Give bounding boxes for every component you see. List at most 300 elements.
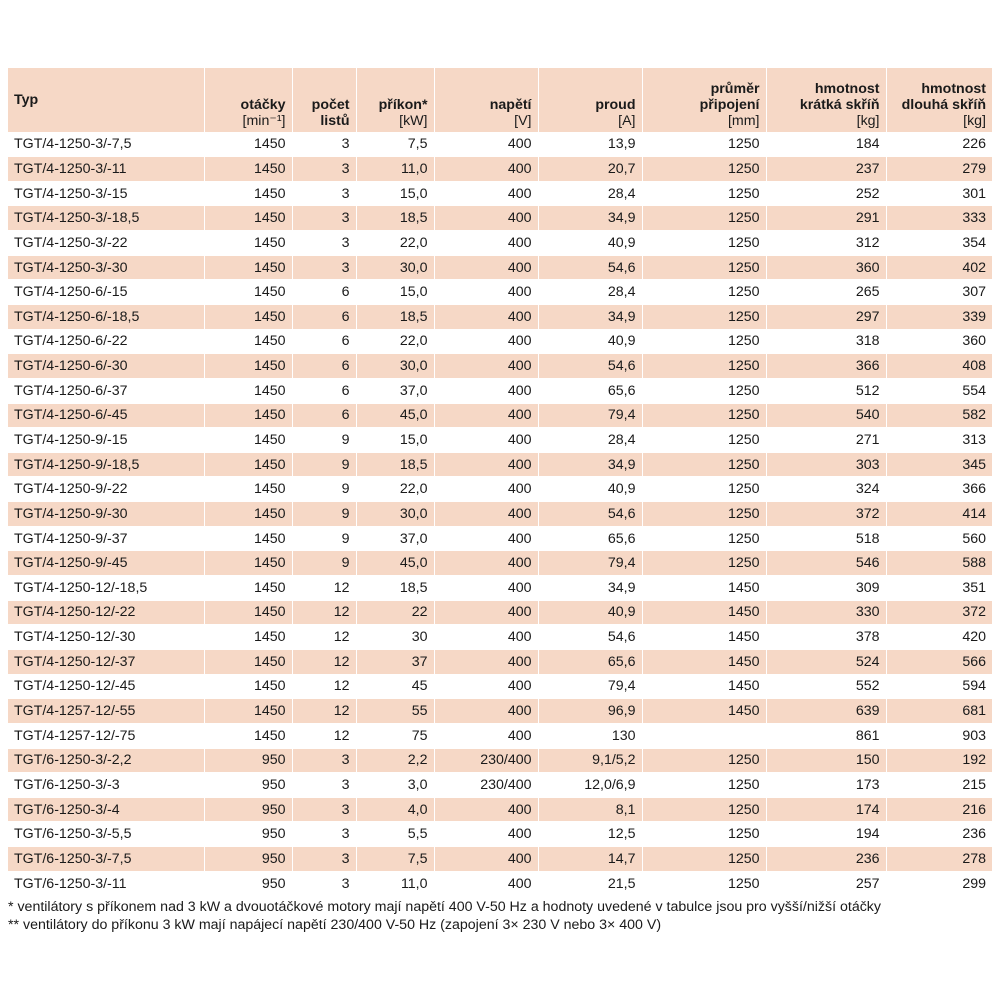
cell-type: TGT/4-1250-9/-15 [8, 428, 204, 453]
cell-weight-long-case: 903 [962, 727, 986, 744]
cell-weight-short-case: 372 [766, 502, 886, 527]
cell-weight-long-case: 582 [962, 407, 986, 424]
cell-connection-diameter: 1250 [642, 797, 766, 822]
cell-power: 45,0 [356, 403, 434, 428]
header-label: proud [595, 96, 636, 113]
cell-blade-count: 9 [292, 502, 356, 527]
cell-connection-diameter: 1250 [642, 157, 766, 182]
cell-current: 54,6 [538, 625, 642, 650]
header-label: připojení [699, 96, 760, 113]
cell-weight-short-case: 312 [766, 231, 886, 256]
header-unit: [min⁻¹] [242, 112, 286, 129]
header-connection-diameter [642, 68, 766, 132]
cell-weight-short-case: 237 [766, 157, 886, 182]
cell-weight-long-case: 215 [962, 776, 986, 793]
table-row [8, 797, 992, 822]
header-speed [204, 68, 292, 132]
cell-speed: 1450 [204, 625, 292, 650]
cell-weight-short-case: 366 [766, 354, 886, 379]
cell-current: 79,4 [538, 674, 642, 699]
cell-weight-long-case: 366 [962, 481, 986, 498]
cell-speed: 1450 [204, 502, 292, 527]
table-row [8, 649, 992, 674]
cell-weight-long-case: 594 [962, 678, 986, 695]
cell-current: 34,9 [538, 452, 642, 477]
cell-power: 11,0 [356, 157, 434, 182]
cell-connection-diameter: 1250 [642, 132, 766, 157]
cell-type: TGT/4-1257-12/-55 [8, 699, 204, 724]
cell-type: TGT/4-1250-3/-22 [8, 231, 204, 256]
cell-voltage: 400 [434, 477, 538, 502]
cell-weight-long-case: 307 [962, 284, 986, 301]
table-row [8, 157, 992, 182]
cell-voltage: 400 [434, 132, 538, 157]
cell-connection-diameter: 1250 [642, 847, 766, 872]
cell-speed: 950 [204, 871, 292, 896]
table-row [8, 526, 992, 551]
cell-blade-count: 3 [292, 773, 356, 798]
cell-speed: 950 [204, 773, 292, 798]
cell-current: 65,6 [538, 378, 642, 403]
cell-blade-count: 12 [292, 649, 356, 674]
cell-power: 18,5 [356, 206, 434, 231]
cell-voltage: 400 [434, 600, 538, 625]
cell-speed: 1450 [204, 403, 292, 428]
cell-type: TGT/4-1250-6/-45 [8, 403, 204, 428]
table-row [8, 674, 992, 699]
cell-connection-diameter: 1250 [642, 748, 766, 773]
cell-blade-count: 12 [292, 723, 356, 748]
cell-type: TGT/4-1250-6/-22 [8, 329, 204, 354]
cell-weight-short-case: 265 [766, 280, 886, 305]
cell-speed: 1450 [204, 526, 292, 551]
cell-current: 20,7 [538, 157, 642, 182]
cell-power: 37,0 [356, 378, 434, 403]
cell-weight-short-case: 174 [766, 797, 886, 822]
cell-speed: 1450 [204, 132, 292, 157]
cell-weight-short-case: 252 [766, 181, 886, 206]
cell-weight-short-case: 524 [766, 649, 886, 674]
table-row [8, 773, 992, 798]
cell-weight-long-case: 301 [962, 185, 986, 202]
cell-weight-long-case: 339 [962, 308, 986, 325]
table-row [8, 576, 992, 601]
cell-power: 45,0 [356, 551, 434, 576]
cell-weight-short-case: 318 [766, 329, 886, 354]
cell-weight-long-case: 354 [962, 234, 986, 251]
cell-weight-long-case: 408 [962, 358, 986, 375]
header-unit: [A] [618, 112, 636, 129]
cell-blade-count: 6 [292, 304, 356, 329]
cell-weight-long-case: 560 [962, 530, 986, 547]
cell-weight-short-case: 236 [766, 847, 886, 872]
header-weight-short-case [766, 68, 886, 132]
cell-connection-diameter: 1450 [642, 625, 766, 650]
cell-blade-count: 3 [292, 847, 356, 872]
cell-connection-diameter: 1250 [642, 329, 766, 354]
cell-speed: 1450 [204, 576, 292, 601]
cell-type: TGT/6-1250-3/-11 [8, 871, 204, 896]
cell-type: TGT/4-1250-6/-18,5 [8, 304, 204, 329]
cell-voltage: 400 [434, 871, 538, 896]
cell-power: 5,5 [356, 822, 434, 847]
cell-current: 79,4 [538, 403, 642, 428]
cell-voltage: 400 [434, 847, 538, 872]
cell-current: 96,9 [538, 699, 642, 724]
header-label: listů [320, 112, 350, 129]
table-row [8, 600, 992, 625]
header-label: otáčky [240, 96, 286, 113]
cell-weight-long-case: 236 [962, 826, 986, 843]
cell-voltage: 400 [434, 526, 538, 551]
cell-current: 40,9 [538, 477, 642, 502]
table-row [8, 502, 992, 527]
cell-current: 54,6 [538, 255, 642, 280]
table-row [8, 847, 992, 872]
cell-connection-diameter: 1250 [642, 526, 766, 551]
cell-weight-long-case: 372 [962, 604, 986, 621]
cell-type: TGT/4-1250-12/-30 [8, 625, 204, 650]
cell-current: 13,9 [538, 132, 642, 157]
cell-connection-diameter: 1250 [642, 822, 766, 847]
table-row [8, 132, 992, 157]
cell-power: 22,0 [356, 477, 434, 502]
table-row [8, 477, 992, 502]
cell-type: TGT/4-1250-9/-37 [8, 526, 204, 551]
table-row [8, 378, 992, 403]
cell-blade-count: 3 [292, 822, 356, 847]
cell-blade-count: 3 [292, 231, 356, 256]
table-row [8, 625, 992, 650]
cell-power: 75 [356, 723, 434, 748]
cell-speed: 1450 [204, 428, 292, 453]
cell-weight-short-case: 194 [766, 822, 886, 847]
header-unit: [mm] [727, 112, 760, 129]
cell-weight-long-case: 333 [962, 210, 986, 227]
cell-connection-diameter: 1250 [642, 502, 766, 527]
header-unit: [kW] [399, 112, 428, 129]
cell-speed: 1450 [204, 600, 292, 625]
cell-blade-count: 3 [292, 132, 356, 157]
cell-weight-long-case: 226 [962, 136, 986, 153]
table-row [8, 181, 992, 206]
cell-connection-diameter: 1250 [642, 477, 766, 502]
cell-weight-long-case: 345 [962, 456, 986, 473]
cell-blade-count: 6 [292, 329, 356, 354]
cell-voltage: 400 [434, 354, 538, 379]
cell-voltage: 400 [434, 822, 538, 847]
cell-speed: 950 [204, 822, 292, 847]
cell-current: 28,4 [538, 280, 642, 305]
cell-speed: 1450 [204, 354, 292, 379]
cell-blade-count: 3 [292, 748, 356, 773]
cell-blade-count: 3 [292, 157, 356, 182]
cell-voltage: 400 [434, 797, 538, 822]
cell-blade-count: 9 [292, 428, 356, 453]
cell-speed: 1450 [204, 231, 292, 256]
cell-weight-long-case: 360 [962, 333, 986, 350]
cell-voltage: 400 [434, 206, 538, 231]
cell-current: 65,6 [538, 649, 642, 674]
header-label: napětí [489, 96, 532, 113]
cell-voltage: 400 [434, 699, 538, 724]
cell-connection-diameter: 1450 [642, 699, 766, 724]
cell-power: 22 [356, 600, 434, 625]
cell-connection-diameter: 1250 [642, 773, 766, 798]
cell-power: 30,0 [356, 354, 434, 379]
cell-power: 55 [356, 699, 434, 724]
cell-power: 30,0 [356, 502, 434, 527]
cell-power: 18,5 [356, 304, 434, 329]
table-row [8, 403, 992, 428]
cell-current: 40,9 [538, 231, 642, 256]
cell-connection-diameter: 1250 [642, 354, 766, 379]
cell-blade-count: 9 [292, 477, 356, 502]
cell-type: TGT/4-1250-3/-18,5 [8, 206, 204, 231]
header-label: krátká skříň [799, 96, 880, 113]
cell-weight-short-case: 518 [766, 526, 886, 551]
cell-type: TGT/4-1250-6/-37 [8, 378, 204, 403]
cell-current: 130 [538, 723, 642, 748]
cell-speed: 950 [204, 847, 292, 872]
cell-current: 54,6 [538, 354, 642, 379]
cell-blade-count: 3 [292, 255, 356, 280]
header-weight-long-case [886, 68, 992, 132]
cell-power: 45 [356, 674, 434, 699]
header-unit: [V] [514, 112, 532, 129]
cell-type: TGT/4-1257-12/-75 [8, 723, 204, 748]
cell-voltage: 400 [434, 551, 538, 576]
cell-connection-diameter: 1450 [642, 600, 766, 625]
cell-speed: 1450 [204, 255, 292, 280]
cell-blade-count: 6 [292, 403, 356, 428]
cell-connection-diameter: 1250 [642, 452, 766, 477]
cell-voltage: 400 [434, 674, 538, 699]
cell-type: TGT/4-1250-9/-22 [8, 477, 204, 502]
cell-speed: 1450 [204, 157, 292, 182]
cell-power: 30,0 [356, 255, 434, 280]
cell-voltage: 400 [434, 255, 538, 280]
cell-connection-diameter: 1250 [642, 255, 766, 280]
cell-weight-long-case: 681 [962, 703, 986, 720]
cell-blade-count: 12 [292, 576, 356, 601]
table-body [8, 132, 992, 896]
table-row [8, 699, 992, 724]
cell-type: TGT/6-1250-3/-7,5 [8, 847, 204, 872]
cell-speed: 1450 [204, 329, 292, 354]
table-row [8, 329, 992, 354]
cell-weight-long-case: 192 [962, 752, 986, 769]
cell-current: 40,9 [538, 600, 642, 625]
header-row [8, 68, 992, 132]
cell-weight-short-case: 309 [766, 576, 886, 601]
cell-blade-count: 12 [292, 625, 356, 650]
cell-power: 3,0 [356, 773, 434, 798]
cell-weight-long-case: 554 [962, 382, 986, 399]
cell-current: 12,5 [538, 822, 642, 847]
cell-power: 22,0 [356, 231, 434, 256]
cell-current: 34,9 [538, 576, 642, 601]
cell-connection-diameter [642, 723, 766, 748]
cell-weight-long-case: 566 [962, 653, 986, 670]
table-row [8, 255, 992, 280]
cell-weight-short-case: 861 [766, 723, 886, 748]
cell-voltage: 400 [434, 157, 538, 182]
cell-weight-long-case: 351 [962, 579, 986, 596]
cell-type: TGT/6-1250-3/-5,5 [8, 822, 204, 847]
cell-speed: 1450 [204, 723, 292, 748]
footnote-supply-voltage: ** ventilátory do příkonu 3 kW mají napájecí napětí 230/400 V-50 Hz (zapojení 3× 230 V nebo 3× 400 V) [8, 916, 662, 933]
cell-speed: 1450 [204, 206, 292, 231]
cell-current: 8,1 [538, 797, 642, 822]
cell-weight-short-case: 546 [766, 551, 886, 576]
cell-voltage: 400 [434, 403, 538, 428]
cell-power: 15,0 [356, 181, 434, 206]
cell-blade-count: 6 [292, 280, 356, 305]
cell-speed: 1450 [204, 181, 292, 206]
cell-voltage: 230/400 [434, 773, 538, 798]
cell-type: TGT/4-1250-12/-18,5 [8, 576, 204, 601]
cell-weight-long-case: 588 [962, 555, 986, 572]
cell-connection-diameter: 1450 [642, 649, 766, 674]
header-label: hmotnost [814, 80, 880, 97]
cell-voltage: 400 [434, 649, 538, 674]
cell-connection-diameter: 1250 [642, 551, 766, 576]
cell-voltage: 400 [434, 502, 538, 527]
cell-weight-short-case: 257 [766, 871, 886, 896]
header-label: Typ [14, 91, 39, 108]
cell-power: 15,0 [356, 280, 434, 305]
cell-weight-short-case: 173 [766, 773, 886, 798]
header-unit: [kg] [963, 112, 986, 129]
cell-weight-short-case: 297 [766, 304, 886, 329]
cell-speed: 1450 [204, 551, 292, 576]
cell-type: TGT/4-1250-3/-7,5 [8, 132, 204, 157]
cell-speed: 1450 [204, 378, 292, 403]
cell-weight-short-case: 540 [766, 403, 886, 428]
cell-current: 54,6 [538, 502, 642, 527]
cell-speed: 1450 [204, 304, 292, 329]
cell-power: 18,5 [356, 576, 434, 601]
cell-weight-long-case: 299 [962, 875, 986, 892]
cell-current: 65,6 [538, 526, 642, 551]
cell-type: TGT/4-1250-9/-30 [8, 502, 204, 527]
header-unit: [kg] [856, 112, 880, 129]
footnote-power-voltage: * ventilátory s příkonem nad 3 kW a dvouotáčkové motory mají napětí 400 V-50 Hz a hodnoty uvedené v tabulce jsou pro vyšší/nižší otáčky [8, 898, 881, 915]
cell-blade-count: 12 [292, 600, 356, 625]
cell-power: 4,0 [356, 797, 434, 822]
cell-type: TGT/6-1250-3/-4 [8, 797, 204, 822]
cell-blade-count: 12 [292, 699, 356, 724]
cell-power: 37 [356, 649, 434, 674]
header-label: dlouhá skříň [901, 96, 986, 113]
cell-power: 18,5 [356, 452, 434, 477]
cell-power: 2,2 [356, 748, 434, 773]
cell-voltage: 400 [434, 723, 538, 748]
table-row [8, 871, 992, 896]
cell-weight-short-case: 360 [766, 255, 886, 280]
cell-weight-short-case: 271 [766, 428, 886, 453]
cell-weight-long-case: 279 [962, 160, 986, 177]
cell-weight-short-case: 150 [766, 748, 886, 773]
cell-type: TGT/4-1250-3/-15 [8, 181, 204, 206]
cell-current: 28,4 [538, 428, 642, 453]
header-power [356, 68, 434, 132]
cell-voltage: 230/400 [434, 748, 538, 773]
cell-voltage: 400 [434, 378, 538, 403]
cell-blade-count: 9 [292, 452, 356, 477]
cell-power: 7,5 [356, 847, 434, 872]
cell-current: 14,7 [538, 847, 642, 872]
table-row [8, 280, 992, 305]
cell-voltage: 400 [434, 452, 538, 477]
table-row [8, 428, 992, 453]
cell-blade-count: 3 [292, 181, 356, 206]
table-header [8, 68, 992, 132]
cell-weight-short-case: 184 [766, 132, 886, 157]
cell-current: 9,1/5,2 [538, 748, 642, 773]
cell-connection-diameter: 1250 [642, 181, 766, 206]
cell-type: TGT/4-1250-9/-45 [8, 551, 204, 576]
cell-power: 15,0 [356, 428, 434, 453]
cell-weight-long-case: 414 [962, 505, 986, 522]
cell-blade-count: 3 [292, 797, 356, 822]
cell-power: 22,0 [356, 329, 434, 354]
cell-blade-count: 9 [292, 526, 356, 551]
header-current [538, 68, 642, 132]
cell-connection-diameter: 1250 [642, 428, 766, 453]
cell-voltage: 400 [434, 576, 538, 601]
cell-current: 12,0/6,9 [538, 773, 642, 798]
cell-speed: 950 [204, 797, 292, 822]
cell-blade-count: 9 [292, 551, 356, 576]
cell-weight-short-case: 639 [766, 699, 886, 724]
cell-speed: 950 [204, 748, 292, 773]
cell-weight-long-case: 402 [962, 259, 986, 276]
cell-weight-short-case: 330 [766, 600, 886, 625]
cell-type: TGT/4-1250-6/-15 [8, 280, 204, 305]
cell-power: 7,5 [356, 132, 434, 157]
cell-type: TGT/4-1250-6/-30 [8, 354, 204, 379]
cell-type: TGT/4-1250-9/-18,5 [8, 452, 204, 477]
cell-type: TGT/4-1250-12/-37 [8, 649, 204, 674]
table-row [8, 354, 992, 379]
cell-weight-short-case: 324 [766, 477, 886, 502]
cell-power: 30 [356, 625, 434, 650]
spec-sheet [8, 68, 992, 934]
cell-current: 79,4 [538, 551, 642, 576]
cell-current: 28,4 [538, 181, 642, 206]
fan-spec-table [8, 68, 992, 896]
header-blade-count [292, 68, 356, 132]
cell-voltage: 400 [434, 428, 538, 453]
cell-weight-long-case: 313 [962, 432, 986, 448]
cell-connection-diameter: 1250 [642, 231, 766, 256]
cell-speed: 1450 [204, 280, 292, 305]
table-row [8, 231, 992, 256]
table-row [8, 304, 992, 329]
cell-weight-short-case: 512 [766, 378, 886, 403]
cell-weight-long-case: 216 [962, 801, 986, 818]
table-row [8, 748, 992, 773]
cell-connection-diameter: 1250 [642, 304, 766, 329]
cell-current: 40,9 [538, 329, 642, 354]
footnotes [8, 898, 992, 934]
cell-type: TGT/4-1250-3/-11 [8, 157, 204, 182]
header-label: průměr [710, 80, 760, 97]
cell-voltage: 400 [434, 231, 538, 256]
cell-voltage: 400 [434, 329, 538, 354]
